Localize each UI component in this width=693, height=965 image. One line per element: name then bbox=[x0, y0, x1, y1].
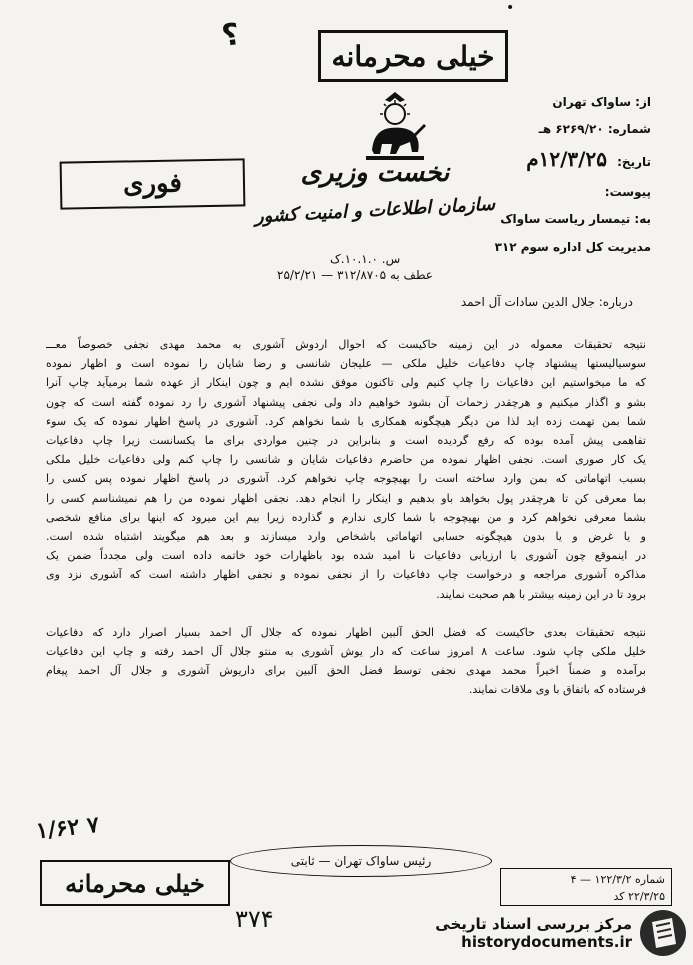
reference-line: عطف به ۳۱۲/۸۷۰۵ — ۲۵/۲/۲۱ bbox=[277, 268, 433, 282]
signature-block: رئیس ساواک تهران — ثابتی bbox=[230, 845, 492, 877]
body-line: و یا غرض و یا بدون هیچگونه حسابی اتهاماتی باشخاص وارد میسازند و بعد هم میگویند اشتباه شده است. bbox=[46, 530, 646, 544]
page-number: ۳۷۴ bbox=[235, 905, 274, 933]
archive-logo-icon bbox=[638, 908, 688, 958]
org-title: نخست وزیری bbox=[300, 158, 450, 188]
number-value: ۶۲۶۹/۲۰ هـ bbox=[538, 122, 604, 136]
attention-line: مدیریت کل اداره سوم ۳۱۲ bbox=[494, 240, 651, 254]
number-label: شماره: bbox=[607, 122, 651, 136]
body-line: یک کار صوری است. نجفی اظهار نموده من حاضرم دفاعیات شایان و شانسی را چاپ کنم ولی دفاعیات خلیل ملکی bbox=[46, 453, 646, 467]
body-line: بسبب اتهاماتی که بمن وارد ساخته است را بهیچوجه چاپ نخواهم کرد. آشوری در پاسخ اظهار نموده پس کسی را bbox=[46, 472, 646, 486]
body-line: فرستاده که باتفاق با وی ملاقات نمایند. bbox=[468, 683, 646, 697]
body-line: برود تا در این زمینه بیشتر با هم صحبت نمایند. bbox=[436, 587, 646, 601]
body-line: نتیجه تحقیقات بعدی حاکیست که فضل الحق آلبین اظهار نموده که جلال آل احمد بسیار اصرار دارد که دفاعیات bbox=[46, 625, 646, 639]
org-subtitle: سازمان اطلاعات و امنیت کشور bbox=[254, 193, 496, 228]
org-code: س. ۱۰.۱.۰.ک bbox=[330, 252, 401, 266]
body-line: بشو و اگذار میکنیم و هرچقدر زحمات آن بشود خواهیم داد ولی نجفی پیشنهاد آشوری را رد نموده گفته است که چون bbox=[46, 395, 646, 409]
from-line: از: ساواک تهران bbox=[552, 95, 651, 109]
body-line: بما معرفی کن تا هرچقدر پول بخواهد باو بدهیم و اینکار را انجام دهد. نجفی اظهار نموده من را هم نمیشناسم کسی را bbox=[46, 491, 646, 505]
registry-line-2: ۲۲/۳/۲۵ کد bbox=[613, 890, 665, 903]
body-line: سوسیالیستها پیشنهاد چاپ دفاعیات خلیل ملکی — علیجان شانسی و رضا شایان را نموده است و اظهار نموده bbox=[46, 357, 646, 371]
body-line: نتیجه تحقیقات معموله در این زمینه حاکیست که احوال اردوش آشوری به محمد مهدی نجفی خصوصاً معـــ bbox=[46, 338, 646, 351]
body-line: خلیل ملکی چاپ شود. ساعت ۸ امروز ساعت که دار یوش آشوری به منتو جلال آل احمد رفته و چاپ این دفاعیات bbox=[46, 645, 646, 659]
watermark bbox=[398, 905, 688, 960]
urgency-stamp: فوری bbox=[60, 158, 246, 209]
date-label: تاریخ: bbox=[617, 155, 651, 169]
watermark-url: historydocuments.ir bbox=[461, 932, 632, 951]
body-line: شما بمن تهمت زده اید لذا من دیگر هیچگونه همکاری با شما نخواهم کرد. آشوری در پاسخ اظهار نموده که یک سوء bbox=[46, 414, 646, 428]
body-line: که ما میخواستیم این دفاعیات را چاپ کنیم ولی تاکنون موفق نشده ایم و چون اینکار از عهده شما برمیآید چاپ آنرا bbox=[46, 376, 646, 390]
top-mark: • bbox=[506, 0, 515, 16]
classification-stamp-top: خیلی محرمانه bbox=[318, 30, 508, 82]
date-line bbox=[421, 147, 651, 171]
handwritten-question-mark: ؟ bbox=[219, 16, 242, 55]
body-line: برآمده و ضمناً اخیراً محمد مهدی نجفی توسط فضل الحق آلبین برای داریوش آشوری و جلال آل احمد پیغام bbox=[46, 664, 646, 678]
to-line: به: تیمسار ریاست ساواک bbox=[500, 212, 651, 226]
registry-line-1: شماره ۱۲۲/۳/۲ — ۴ bbox=[570, 873, 665, 886]
lion-and-sun-emblem-icon bbox=[360, 90, 430, 162]
body-line: بشما معرفی نخواهم کرد و من بهیچوجه با شما کاری ندارم و گذارده زیرا بیم این میرود که اینها برای منافع شخصی bbox=[46, 510, 646, 524]
paragraph-gap bbox=[46, 604, 646, 623]
body-line: مذاکره آشوری مراجعه و درخواست چاپ دفاعیات را از نجفی نموده و نجفی اظهار داشته است که آشوری نزد وی bbox=[46, 568, 646, 582]
subject-line: درباره: جلال الدین سادات آل احمد bbox=[460, 295, 633, 309]
watermark-title: مرکز بررسی اسناد تاریخی bbox=[435, 914, 632, 933]
margin-handwriting: ۱/۶۲ ۷ bbox=[34, 811, 101, 845]
number-line bbox=[421, 122, 651, 136]
classification-stamp-bottom: خیلی محرمانه bbox=[40, 860, 230, 906]
registry-box bbox=[500, 868, 672, 906]
body-line: تفاهمی پیش آمده بوده که رفع گردیده است و بنابراین در چنین مواردی برای ما یکسانست زیرا چاپ دفاعیات bbox=[46, 434, 646, 448]
body-line: در اینموقع چون آشوری با ارزیابی دفاعیات نا امید شده بود باظهارات خود خاتمه داده است ولی مجدداً ضمن یک bbox=[46, 549, 646, 563]
date-value: ۱۲/۳/۲۵م bbox=[526, 147, 607, 171]
letter-body bbox=[46, 335, 646, 700]
attachment-line: پیوست: bbox=[604, 185, 651, 199]
